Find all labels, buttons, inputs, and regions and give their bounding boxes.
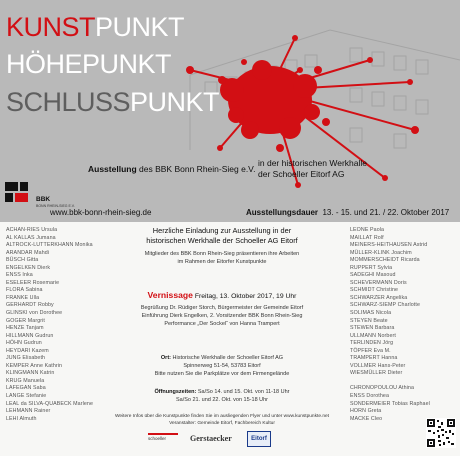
artist-name: STEWEN Barbara [350,325,395,332]
artist-name: TÖPFER Eva M. [350,347,391,354]
opening-hours: Öffnungszeiten: Sa/So 14. und 15. Okt. von 11-18 Uhr Sa/So 21. und 22. Okt. von 15-18 Uhr [154,389,290,403]
artist-name: SCHEVERMANN Doris [350,279,407,286]
artist-name: FLORA Sabina [6,287,43,294]
members-text: Mitglieder des BBK Bonn Rhein-Sieg präsentieren ihre Arbeiten im Rahmen der Eitorfer Kunstpunkte [144,251,300,265]
artist-name: SCHWARZER Angelika [350,294,408,301]
vernissage-line: Vernissage Freitag, 13. Oktober 2017, 19 Uhr [147,290,297,300]
title-line-kunstpunkt: KUNSTPUNKT [6,12,185,42]
title-line-hoehepunkt: HÖHEPUNKT [6,49,172,79]
artist-name [350,378,440,386]
artist-name: SCHWARZ-SIEMP Charlotte [350,302,420,309]
invitation-text: Herzliche Einladung zur Ausstellung in der historischen Werkhalle der Schoeller AG Eitorf [146,226,298,245]
artist-name: WIESMÜLLER Dieter [350,370,403,377]
artist-name: HÖHN Gudrun [6,340,42,347]
website-url[interactable]: www.bbk-bonn-rhein-sieg.de [50,208,152,217]
artist-name: FRANKE Ulla [6,294,40,301]
artist-name: JUNG Elisabeth [6,355,46,362]
artist-name: ACHAN-RIES Ursula [6,227,58,233]
sponsor-eitorf-logo: Eitorf [247,431,271,447]
artist-name: BÜSCH Gitta [6,257,39,264]
artist-name: TERLINDEN Jörg [350,340,394,347]
artist-name: LAFEGAN Saba [6,385,46,392]
artist-name: GOGER Margrit [6,317,45,324]
sponsor-gerstaecker-logo: Gerstaecker [190,434,232,443]
artist-name: RUPPERT Sylvia [350,264,393,271]
logo-text: BBK [36,196,51,203]
artist-name: SCHMIDT Christine [350,287,399,294]
artist-name: HENZE Tanjam [6,325,44,332]
artist-list-right [350,227,440,423]
artist-name: CHRONOPOULOU Athina [350,385,415,392]
artist-name: SADEGHI Masoud [350,272,396,279]
artist-list-left [6,227,96,423]
artist-name: MOMMERSCHEIDT Ricarda [350,257,420,264]
bbk-logo-icon [5,182,35,208]
artist-name: STEYEN Beate [350,317,388,324]
artist-name: MACKE Cleo [350,415,383,422]
artist-name: MAILLAT Rolf [350,234,384,241]
artist-name: MÜLLER-KLINK Joachim [350,249,412,256]
title-line-schlusspunkt: SCHLUSSPUNKT [6,87,220,117]
qr-code-icon[interactable] [426,418,456,448]
artist-name: LEONE Paola [350,227,385,233]
artist-name: KEMPER Anne Kathrin [6,362,63,369]
artist-name: LEHI Almuth [6,415,37,422]
artist-name: ESELEER Rosemarie [6,279,60,286]
artist-name: VOLLMER Hans-Peter [350,362,406,369]
artist-name: SOLIMAS Nicola [350,310,392,317]
sponsor-schoeller-logo: schoeller [148,433,178,447]
location-text: Ort: Historische Werkhalle der Schoeller Eitorf AG Spinnerweg 51-54, 53783 Eitorf Bitte nutzen Sie die Parkplätze vor dem Firmengelände [154,355,290,377]
subtitle-place: in der historischen Werkhalle der Schoeller Eitorf AG [258,158,367,180]
artist-name: MEINERS-HEITHAUSEN Astrid [350,242,428,249]
artist-name: ENSS Dorothea [350,393,389,400]
artist-name: HILLMANN Gudrun [6,332,54,339]
artist-name: GLINSKI von Dorothee [6,310,63,317]
artist-name: TRAMPERT Hanna [350,355,398,362]
artist-name: LANGE Stefanie [6,393,47,400]
info-text: Weitere Infos über die Kunstpunkte finden Sie im ausliegenden Flyer und unter www.kunstpunkte.net Veranstalter: Gemeinde Eitorf, Fachbereich Kultur [114,414,330,427]
artist-name: KRUG Manuela [6,377,45,384]
artist-name: AL KALLAS Jumana [6,234,56,241]
exhibition-duration: Ausstellungsdauer 13. - 15. und 21. / 22. Oktober 2017 [246,208,450,217]
artist-name: ALTROCK-LUTTERKHANN Monika [6,242,93,249]
subtitle-exhibition: Ausstellung des BBK Bonn Rhein-Sieg e.V. [88,164,256,174]
artist-name: ENSS Inka [6,272,33,279]
greeting-text: Begrüßung Dr. Rüdiger Storch, Bürgermeister der Gemeinde Eitorf Einführung Dierk Engelken, 2. Vorsitzender BBK Bonn Rhein-Sieg Performance „Der Sockel“ von Hanna Trampert [140,305,304,327]
artist-name: HORN Greta [350,408,382,415]
artist-name: HEYDARI Kazem [6,347,49,354]
artist-name: LEAL da SILVA-QUABECK Marlene [6,400,94,407]
artist-name: ENGELKEN Dierk [6,264,51,271]
artist-name: SONDERMEIER Tobias Raphael [350,400,430,407]
artist-name: ULLMANN Norbert [350,332,396,339]
artist-name: KLINGMANN Katrin [6,370,55,377]
logo-subtext: BONN RHEIN-SIEG E.V. [36,204,75,208]
artist-name: ARANDAR Mahdi [6,249,50,256]
artist-name: GERHARDT Robby [6,302,54,309]
artist-name: LEHMANN Rainer [6,408,51,415]
header-block [0,0,460,222]
